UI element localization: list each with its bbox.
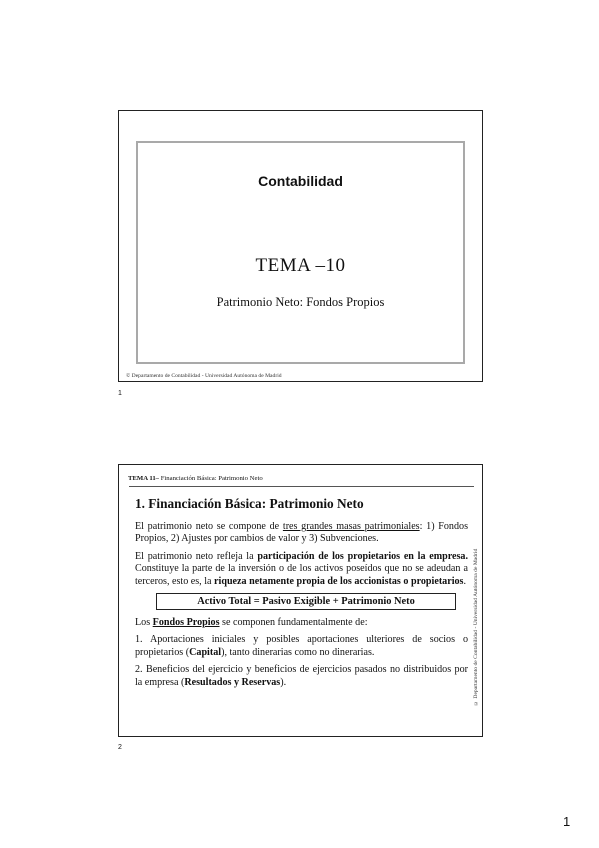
- accounting-equation-box: Activo Total = Pasivo Exigible + Patrimonio Neto: [156, 593, 456, 610]
- paragraph-composition: El patrimonio neto se compone de tres grandes masas patrimoniales: 1) Fondos Propios, 2) Ajustes por cambios de valor y 3) Subvenciones.: [135, 521, 469, 545]
- header-tema: TEMA 11–: [128, 475, 160, 482]
- header-topic: Financiación Básica: Patrimonio Neto: [159, 475, 263, 482]
- slide-2: [118, 464, 483, 737]
- paragraph-fondos-propios: Los Fondos Propios se componen fundamentalmente de:: [135, 617, 368, 629]
- side-copyright-note: © Departamento de Contabilidad - Universidad Autónoma de Madrid: [473, 548, 479, 707]
- slide-title: Contabilidad: [258, 173, 343, 189]
- copyright-note: © Departamento de Contabilidad - Universidad Autónoma de Madrid: [126, 373, 282, 379]
- header-divider: [129, 486, 474, 487]
- slide-2-number: 2: [118, 744, 122, 751]
- tema-number: TEMA –10: [255, 255, 346, 276]
- slide-body: [135, 521, 468, 694]
- section-heading: 1. Financiación Básica: Patrimonio Neto: [135, 496, 364, 511]
- slide-subtitle: Patrimonio Neto: Fondos Propios: [216, 295, 385, 309]
- slide-header: [128, 475, 263, 482]
- slide-1-number: 1: [118, 390, 122, 397]
- list-item-capital: 1. Aportaciones iniciales y posibles aportaciones ulteriores de socios o propietarios (Capital), tanto dinerarias como no dinerarias.: [135, 634, 468, 658]
- page-footer-number: 1: [563, 814, 571, 829]
- list-item-reservas: 2. Beneficios del ejercicio y beneficios de ejercicios pasados no distribuidos por la empresa (Resultados y Reservas).: [135, 664, 468, 688]
- paragraph-definition: El patrimonio neto refleja la participación de los propietarios en la empresa. Constituye la parte de la inversión o de los activos poseídos que no se adeudan a terceros, esto es, la riqueza netamente propia de los accionistas o propietarios.: [135, 550, 468, 587]
- slide-1: [118, 110, 483, 382]
